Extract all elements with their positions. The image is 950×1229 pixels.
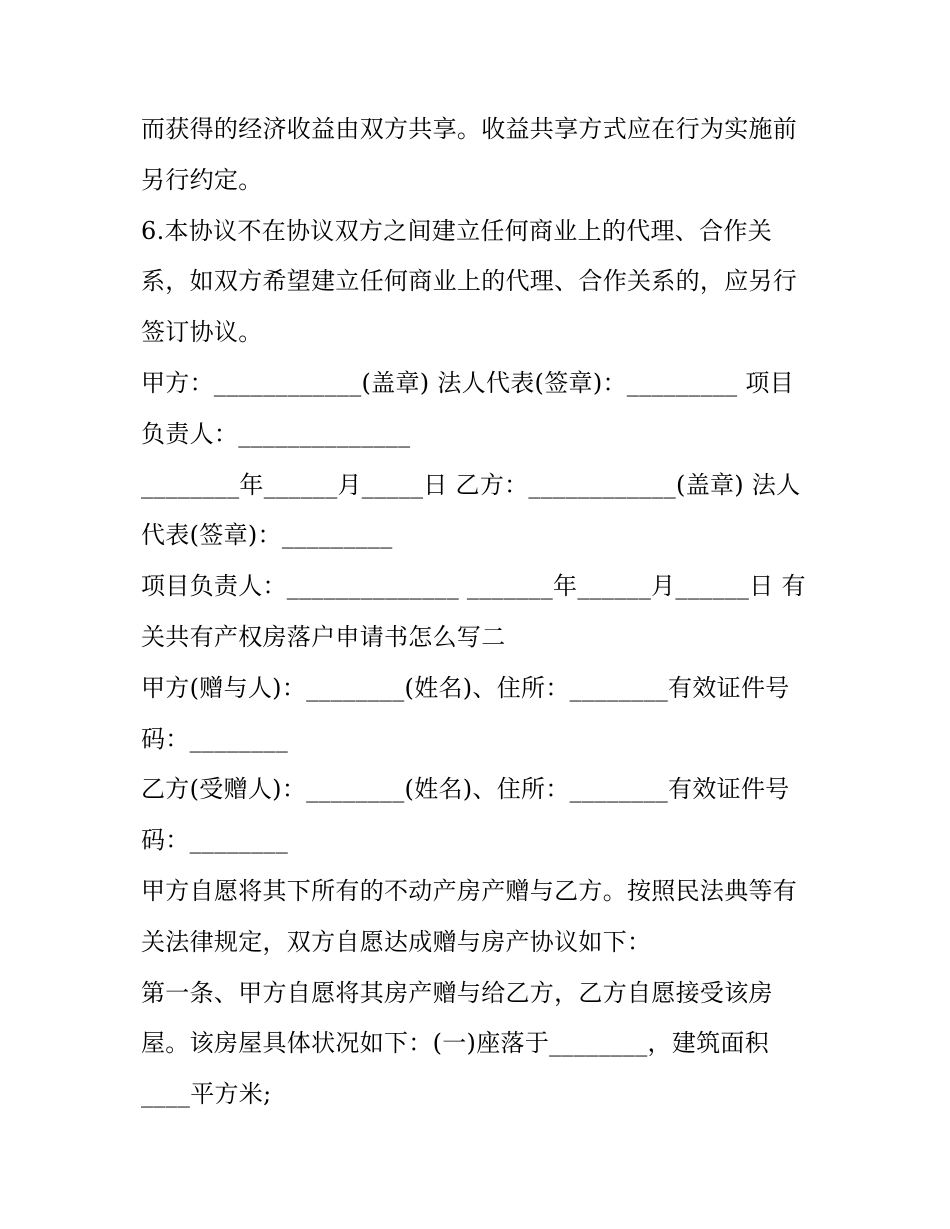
text-line: 甲方(赠与人)：________(姓名)、住所：________有效证件号 — [141, 673, 790, 702]
document-body — [141, 104, 821, 1120]
text-line: 签订协议。 — [141, 318, 263, 347]
text-line: 关共有产权房落户申请书怎么写二 — [141, 622, 506, 651]
text-line: 关法律规定，双方自愿达成赠与房产协议如下： — [141, 927, 652, 956]
text-line: 系，如双方希望建立任何商业上的代理、合作关系的，应另行 — [141, 267, 798, 296]
text-line: 另行约定。 — [141, 165, 263, 194]
text-line: 第一条、甲方自愿将其房产赠与给乙方，乙方自愿接受该房 — [141, 978, 773, 1007]
text-line: 码：________ — [141, 724, 288, 753]
text-line: 而获得的经济收益由双方共享。收益共享方式应在行为实施前 — [141, 115, 798, 143]
text-line: 6.本协议不在协议双方之间建立任何商业上的代理、合作关 — [141, 216, 772, 245]
text-line: 甲方：____________(盖章) 法人代表(签章)：_________ 项目 — [141, 368, 795, 397]
text-line: ________年______月_____日 乙方：____________(盖章) 法人 — [141, 470, 801, 499]
text-line: 代表(签章)：_________ — [141, 521, 393, 550]
text-line: 屋。该房屋具体状况如下：(一)座落于________，建筑面积 — [141, 1029, 770, 1058]
text-line: 甲方自愿将其下所有的不动产房产赠与乙方。按照民法典等有 — [141, 876, 798, 905]
text-line: 负责人：______________ — [141, 419, 411, 448]
text-line: 乙方(受赠人)：________(姓名)、住所：________有效证件号 — [141, 775, 790, 804]
text-line: 项目负责人：______________ _______年______月______日 有 — [141, 572, 806, 601]
text-line: 码：________ — [141, 826, 288, 855]
text-line: ____平方米; — [141, 1080, 272, 1109]
